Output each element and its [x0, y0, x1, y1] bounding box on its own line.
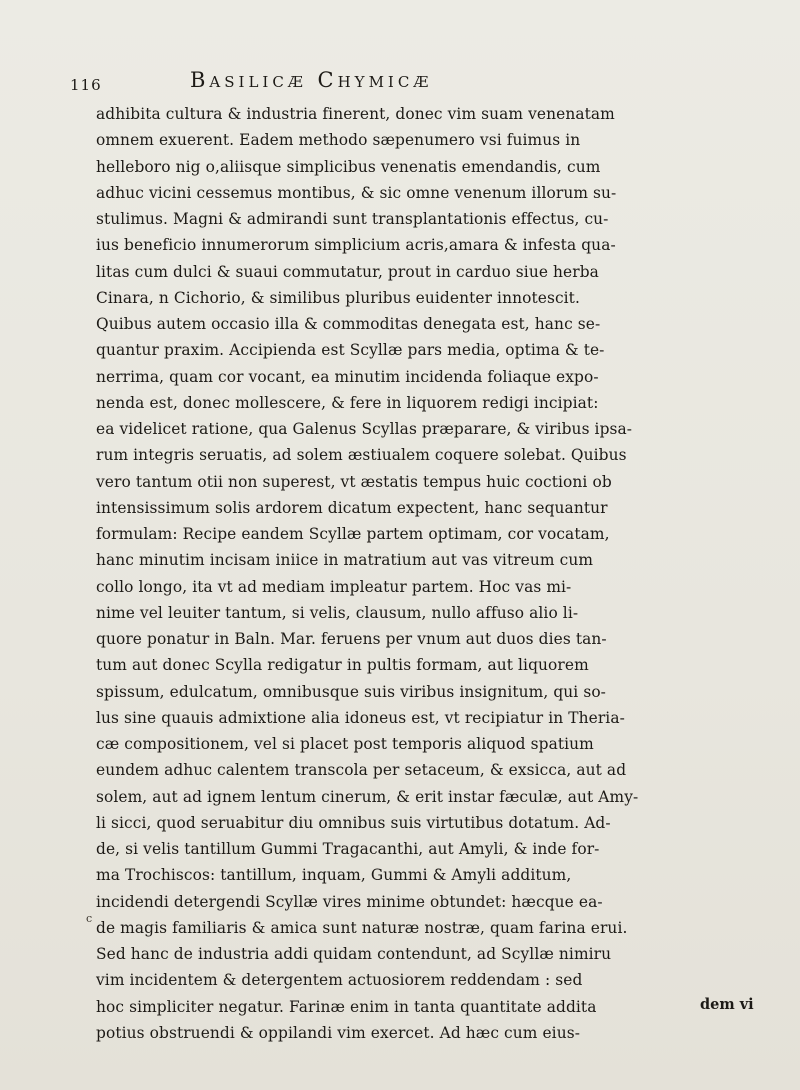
text-line: solem, aut ad ignem lentum cinerum, & erit instar fæculæ, aut Amy-	[96, 787, 639, 806]
catchword: dem vi	[700, 996, 754, 1013]
text-line: tum aut donec Scylla redigatur in pultis formam, aut liquorem	[96, 656, 589, 675]
text-line: nerrima, quam cor vocant, ea minutim incidenda foliaque expo-	[96, 367, 599, 386]
text-line: de magis familiaris & amica sunt naturæ nostræ, quam farina erui.	[96, 918, 628, 937]
text-line: helleboro nig o,aliisque simplicibus venenatis emendandis, cum	[96, 157, 601, 176]
text-line: incidendi detergendi Scyllæ vires minime obtundet: hæcque ea-	[96, 892, 603, 911]
text-line: hoc simpliciter negatur. Farinæ enim in tanta quantitate addita	[96, 997, 597, 1016]
text-line: nenda est, donec mollescere, & fere in liquorem redigi incipiat:	[96, 393, 599, 412]
text-line: formulam: Recipe eandem Scyllæ partem optimam, cor vocatam,	[96, 525, 610, 543]
text-line: Quibus autem occasio illa & commoditas denegata est, hanc se-	[96, 315, 601, 333]
text-line: li sicci, quod seruabitur diu omnibus suis virtutibus dotatum. Ad-	[96, 813, 611, 832]
text-line: omnem exuerent. Eadem methodo sæpenumero vsi fuimus in	[96, 131, 581, 150]
page-header	[50, 68, 710, 98]
text-line: stulimus. Magni & admirandi sunt transplantationis effectus, cu-	[96, 210, 609, 228]
text-line: ma Trochiscos: tantillum, inquam, Gummi & Amyli additum,	[96, 866, 572, 885]
text-line: potius obstruendi & oppilandi vim exercet. Ad hæc cum eius-	[96, 1023, 581, 1042]
text-line: litas cum dulci & suaui commutatur, prout in carduo siue herba	[96, 262, 599, 281]
text-line: adhibita cultura & industria finerent, donec vim suam venenatam	[96, 105, 615, 123]
text-line: vero tantum otii non superest, vt æstatis tempus huic coctioni ob	[96, 472, 612, 491]
text-line: ius beneficio innumerorum simplicium acris,amara & infesta qua-	[96, 236, 616, 255]
text-line: ea videlicet ratione, qua Galenus Scyllas præparare, & viribus ipsa-	[96, 420, 633, 438]
text-line: rum integris seruatis, ad solem æstiualem coquere solebat. Quibus	[96, 446, 627, 465]
text-line: Sed hanc de industria addi quidam contendunt, ad Scyllæ nimiru	[96, 945, 612, 963]
text-line: de, si velis tantillum Gummi Tragacanthi, aut Amyli, & inde for-	[96, 840, 600, 858]
text-line: vim incidentem & detergentem actuosiorem reddendam : sed	[96, 971, 583, 990]
text-line: lus sine quauis admixtione alia idoneus est, vt recipiatur in Theria-	[96, 708, 625, 727]
text-line: intensissimum solis ardorem dicatum expectent, hanc sequantur	[96, 498, 608, 517]
page-number: 116	[70, 76, 102, 94]
text-line: spissum, edulcatum, omnibusque suis viribus insignitum, qui so-	[96, 682, 606, 701]
text-line: adhuc vicini cessemus montibus, & sic omne venenum illorum su-	[96, 183, 617, 202]
text-line: nime vel leuiter tantum, si velis, clausum, nullo affuso alio li-	[96, 603, 579, 622]
text-line: cæ compositionem, vel si placet post temporis aliquod spatium	[96, 735, 594, 753]
text-line: Cinara, n Cichorio, & similibus pluribus euidenter innotescit.	[96, 288, 580, 307]
text-line: hanc minutim incisam iniice in matratium aut vas vitreum cum	[96, 551, 594, 570]
text-line: collo longo, ita vt ad mediam impleatur partem. Hoc vas mi-	[96, 577, 572, 596]
margin-mark: c	[86, 912, 93, 925]
text-line: quantur praxim. Accipienda est Scyllæ pars media, optima & te-	[96, 341, 605, 360]
body-text	[96, 101, 736, 1046]
text-line: eundem adhuc calentem transcola per setaceum, & exsicca, aut ad	[96, 761, 627, 780]
running-title: Basilicæ Chymicæ	[190, 68, 433, 92]
text-line: quore ponatur in Baln. Mar. feruens per vnum aut duos dies tan-	[96, 630, 607, 648]
